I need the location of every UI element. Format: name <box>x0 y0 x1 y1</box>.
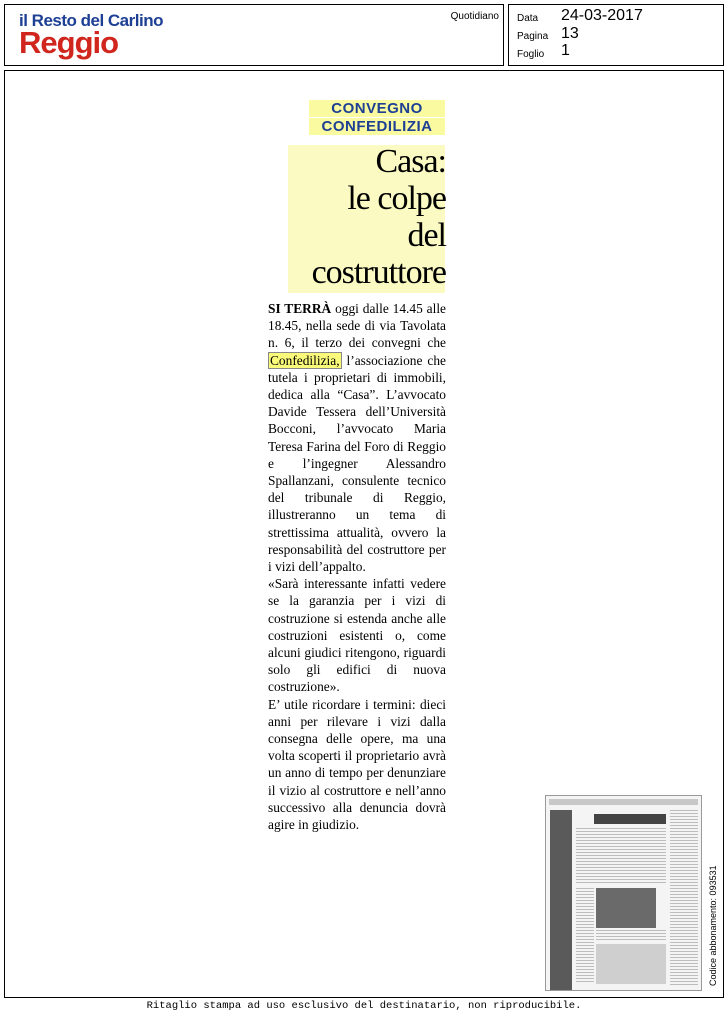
thumb-dark-column <box>550 810 572 990</box>
highlighted-term: Confedilizia, <box>270 352 340 368</box>
footer-disclaimer: Ritaglio stampa ad uso esclusivo del destinatario, non riproducibile. <box>146 1000 582 1012</box>
newspaper-logo-top: il Resto del Carlino <box>19 11 163 30</box>
meta-value-sheet: 1 <box>561 42 570 59</box>
title-line: Casa: <box>375 143 446 180</box>
thumb-photo <box>596 888 656 928</box>
header-logo-box <box>4 4 504 66</box>
paragraph-1 <box>268 300 446 575</box>
title-line: del <box>407 217 446 254</box>
article-kicker-1: CONVEGNO <box>309 100 445 117</box>
thumb-header-bar <box>549 799 698 805</box>
newspaper-logo-main: Reggio <box>19 25 119 60</box>
thumb-text-block <box>576 828 666 884</box>
meta-label-date: Data <box>517 13 539 24</box>
header-meta-box <box>508 4 724 66</box>
meta-label-sheet: Foglio <box>517 49 545 60</box>
title-line: costruttore <box>311 254 446 291</box>
thumb-text-block <box>670 810 698 986</box>
lead-words: SI TERRÀ <box>268 301 332 316</box>
meta-value-page: 13 <box>561 25 579 42</box>
article-kicker-2: CONFEDILIZIA <box>309 118 445 135</box>
p1-text-b: l’associazione che tutela i proprietari di immobili, dedica alla “Casa”. L’avvocato Davide Tessera dell’Università Bocconi, l’avvocato Maria Teresa Farina del Foro di Reggio e l’ingegner Alessandro Spallanzani, consulente tecnico del tribunale di Reggio, illustreranno un tema di strettissima attualità, ovvero la responsabilità del costruttore per i vizi dell’appalto. <box>268 352 446 575</box>
meta-label-page: Pagina <box>517 31 549 42</box>
thumb-text-block <box>576 888 594 984</box>
page-thumbnail <box>545 795 702 991</box>
meta-value-date: 24-03-2017 <box>561 7 643 24</box>
thumb-headline <box>594 814 666 824</box>
thumb-photo <box>596 944 666 984</box>
p1-text-a: oggi dalle 14.45 alle 18.45, nella sede di via Tavolata n. 6, il terzo dei convegni che <box>268 301 447 351</box>
paragraph-2: «Sarà interessante infatti vedere se la garanzia per i vizi di costruzione si estenda anche alle costruzioni esistenti o, come alcuni giudici ritengono, riguardi solo gli edifici di nuova costruzione». <box>268 576 446 695</box>
subscription-code: Codice abbonamento: 093531 <box>708 865 718 986</box>
title-line: le colpe <box>347 180 446 217</box>
article-title <box>270 143 446 291</box>
periodicity-label: Quotidiano <box>450 11 499 22</box>
thumb-text-block <box>596 930 666 942</box>
paragraph-3: E’ utile ricordare i termini: dieci anni per rilevare i vizi dalla consegna delle opere, ma una volta scoperti il proprietario avrà un anno di tempo per denunziare il vizio al costruttore e nell’anno successivo alla denuncia dovrà agire in giudizio. <box>268 696 446 833</box>
article-body <box>268 300 446 833</box>
